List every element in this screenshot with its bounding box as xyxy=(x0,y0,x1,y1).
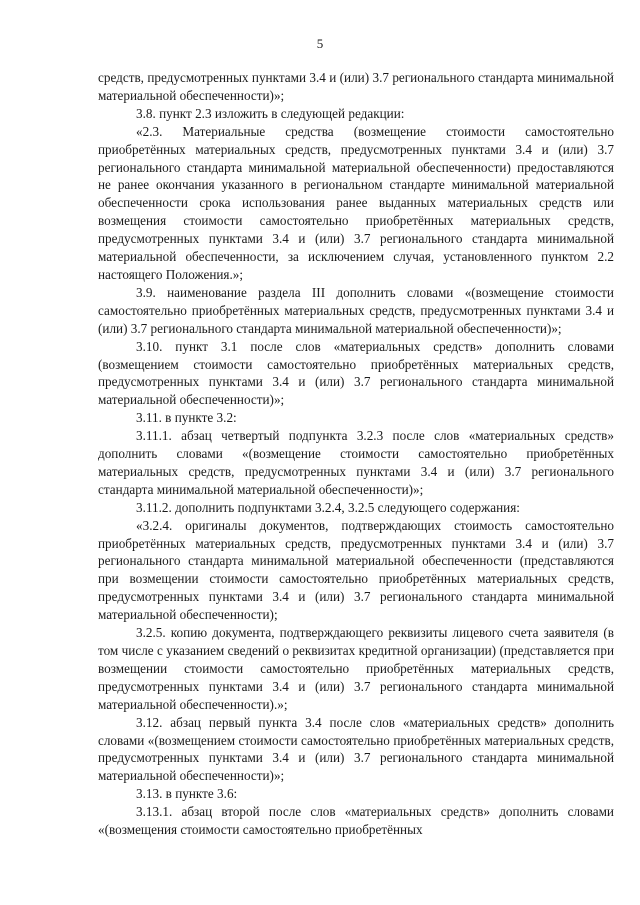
paragraph: 3.11. в пункте 3.2: xyxy=(136,410,237,426)
paragraph: 3.11.1. абзац четвертый подпункта 3.2.3 после слов «материальных средств» дополнить словами «(возмещение стоимости самостоятельно приобретённых материальных средств, предусмотренных пунктами 3.4 и (или) 3.7 регионального стандарта минимальной материальной обеспеченности)»; xyxy=(98,428,614,497)
paragraph: 3.13. в пункте 3.6: xyxy=(136,786,238,802)
paragraph: 3.2.5. копию документа, подтверждающего реквизиты лицевого счета заявителя (в том числе с указанием сведений о реквизитах кредитной организации) (представляется при возмещении стоимости самостоятельно приобретённых материальных средств, предусмотренных пунктами 3.4 и (или) 3.7 регионального стандарта минимальной материальной обеспеченности).»; xyxy=(98,625,614,712)
paragraph: 3.13.1. абзац второй после слов «материальных средств» дополнить словами «(возмещения стоимости самостоятельно приобретённых xyxy=(98,804,614,838)
paragraph: 3.12. абзац первый пункта 3.4 после слов «материальных средств» дополнить словами «(возмещением стоимости самостоятельно приобретённых материальных средств, предусмотренных пунктами 3.4 и (или) 3.7 регионального стандарта минимальной материальной обеспеченности)»; xyxy=(98,714,614,784)
paragraph: 3.9. наименование раздела III дополнить словами «(возмещение стоимости самостоятельно приобретённых материальных средств, предусмотренных пунктами 3.4 и (или) 3.7 регионального стандарта минимальной материальной обеспеченности)»; xyxy=(98,284,614,336)
page-number: 5 xyxy=(316,36,324,51)
paragraph: 3.10. пункт 3.1 после слов «материальных средств» дополнить словами (возмещением стоимости самостоятельно приобретённых материальных средств, предусмотренных пунктами 3.4 и (или) 3.7 регионального стандарта минимальной материальной обеспеченности)»; xyxy=(98,338,614,408)
paragraph: 3.11.2. дополнить подпунктами 3.2.4, 3.2.5 следующего содержания: xyxy=(136,499,520,515)
paragraph: «2.3. Материальные средства (возмещение стоимости самостоятельно приобретённых материальных средств, предусмотренных пунктами 3.4 и (или) 3.7 регионального стандарта минимальной материальной обеспеченности) предоставляются не ранее окончания указанного в региональном стандарте минимальной материальной обеспеченности срока использования ранее выданных материальных средств или возмещения стоимости самостоятельно приобретённых материальных средств, предусмотренных пунктами 3.4 и (или) 3.7 регионального стандарта минимальной материальной обеспеченности, за исключением случая, установленного пунктом 2.2 настоящего Положения.»; xyxy=(98,123,614,282)
paragraph: 3.8. пункт 2.3 изложить в следующей редакции: xyxy=(136,105,405,121)
paragraph: «3.2.4. оригиналы документов, подтверждающих стоимость самостоятельно приобретённых материальных средств, предусмотренных пунктами 3.4 и (или) 3.7 регионального стандарта минимальной материальной обеспеченности (представляются при возмещении стоимости самостоятельно приобретённых материальных средств, предусмотренных пунктами 3.4 и (или) 3.7 регионального стандарта минимальной материальной обеспеченности); xyxy=(98,517,614,623)
document-body xyxy=(98,69,614,839)
paragraph: средств, предусмотренных пунктами 3.4 и (или) 3.7 регионального стандарта минимальной материальной обеспеченности)»; xyxy=(98,70,614,103)
